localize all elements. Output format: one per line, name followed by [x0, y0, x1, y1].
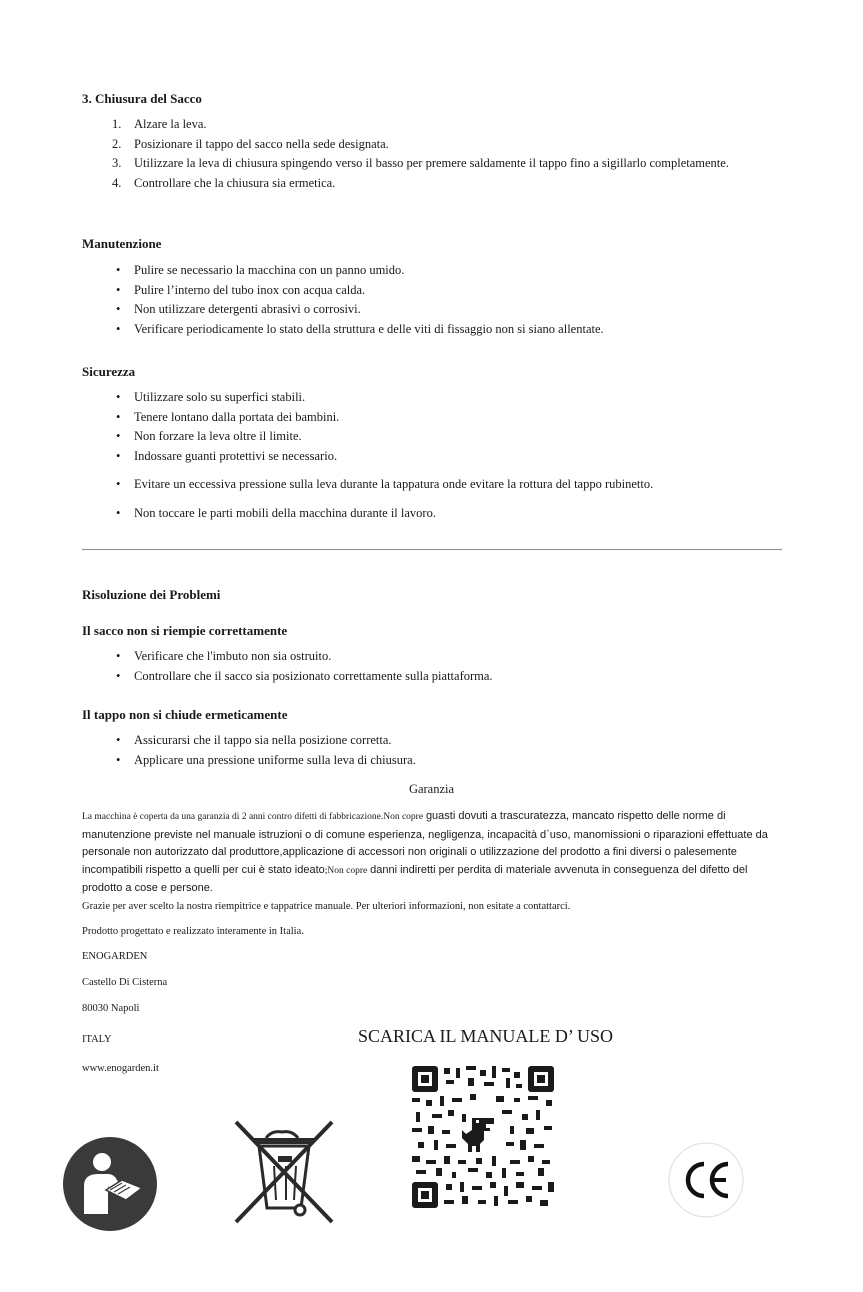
- list-item: • Verificare periodicamente lo stato della struttura e delle viti di fissaggio non si siano allentate.: [134, 320, 814, 340]
- section-title-manutenzione: Manutenzione: [82, 236, 162, 251]
- qr-code-icon[interactable]: [410, 1064, 556, 1210]
- sicurezza-list-extra: [82, 475, 834, 495]
- list-item: 3. Utilizzare la leva di chiusura spingendo verso il basso per premere saldamente il tappo fino a sigillarlo completamente.: [112, 156, 729, 170]
- made-in-text: Prodotto progettato e realizzato interamente in Italia.: [82, 926, 304, 937]
- weee-crossed-bin-icon: [232, 1120, 336, 1224]
- download-manual-label: SCARICA IL MANUALE D’ USO: [358, 1026, 614, 1046]
- list-item: 1. Alzare la leva.: [112, 117, 207, 131]
- list-item: • Indossare guanti protettivi se necessario.: [134, 447, 814, 467]
- sicurezza-list: [82, 388, 814, 466]
- list-item: • Applicare una pressione uniforme sulla leva di chiusura.: [134, 751, 814, 771]
- list-item: • Pulire l’interno del tubo inox con acqua calda.: [134, 281, 814, 301]
- sicurezza-list-extra-2: [82, 504, 834, 524]
- list-item: • Pulire se necessario la macchina con un panno umido.: [134, 261, 814, 281]
- ce-mark-icon: [668, 1142, 744, 1218]
- address-street: Castello Di Cisterna: [82, 977, 168, 988]
- list-item: • Non toccare le parti mobili della macchina durante il lavoro.: [134, 504, 834, 524]
- read-manual-icon: [62, 1136, 158, 1232]
- address-city: 80030 Napoli: [82, 1003, 140, 1014]
- divider: [82, 549, 782, 550]
- list-item: • Non utilizzare detergenti abrasivi o corrosivi.: [134, 300, 814, 320]
- warranty-text: La macchina è coperta da una garanzia di 2 anni contro difetti di fabbricazione.Non copre guasti dovuti a trascuratezza, mancato rispetto delle norme di manutenzione previste nel manuale istruzioni o di comune esperienza, negligenza, incapacità d`uso, manomissioni o riparazioni effettuate da personale non autorizzato dal produttore,applicazione di accessori non originali o utilizzazione del prodotto a fini diversi o palesemente incompatibili rispetto a quelli per cui è stato ideato;Non copre danni indiretti per perdita di materiale avvenuta in conseguenza del difetto del prodotto a cose e persone.: [82, 810, 768, 894]
- warranty-title: Garanzia: [408, 782, 455, 796]
- section-title-sicurezza: Sicurezza: [82, 364, 136, 379]
- list-item: • Utilizzare solo su superfici stabili.: [134, 388, 814, 408]
- problem-sacco-list: [82, 647, 814, 686]
- company-name: ENOGARDEN: [82, 951, 148, 962]
- manutenzione-list: [82, 261, 814, 339]
- problem-title-sacco: Il sacco non si riempie correttamente: [82, 623, 288, 638]
- list-item: • Controllare che il sacco sia posizionato correttamente sulla piattaforma.: [134, 667, 814, 687]
- section-title-chiusura: 3. Chiusura del Sacco: [82, 91, 202, 106]
- thanks-text: Grazie per aver scelto la nostra riempitrice e tappatrice manuale. Per ulteriori informazioni, non esitate a contattarci.: [82, 901, 571, 912]
- problem-tappo-list: [82, 731, 814, 770]
- chiusura-steps: [82, 115, 814, 193]
- problem-title-tappo: Il tappo non si chiude ermeticamente: [82, 707, 288, 722]
- list-item: 4. Controllare che la chiusura sia ermetica.: [112, 175, 336, 190]
- website-link[interactable]: www.enogarden.it: [82, 1063, 159, 1074]
- list-item: 2. Posizionare il tappo del sacco nella sede designata.: [112, 136, 389, 151]
- list-item: • Tenere lontano dalla portata dei bambini.: [134, 408, 814, 428]
- address-country: ITALY: [82, 1034, 112, 1045]
- section-title-risoluzione: Risoluzione dei Problemi: [82, 587, 221, 602]
- list-item: • Assicurarsi che il tappo sia nella posizione corretta.: [134, 731, 814, 751]
- list-item: • Evitare un eccessiva pressione sulla leva durante la tappatura onde evitare la rottura del tappo rubinetto.: [134, 475, 834, 495]
- list-item: • Verificare che l'imbuto non sia ostruito.: [134, 647, 814, 667]
- list-item: • Non forzare la leva oltre il limite.: [134, 427, 814, 447]
